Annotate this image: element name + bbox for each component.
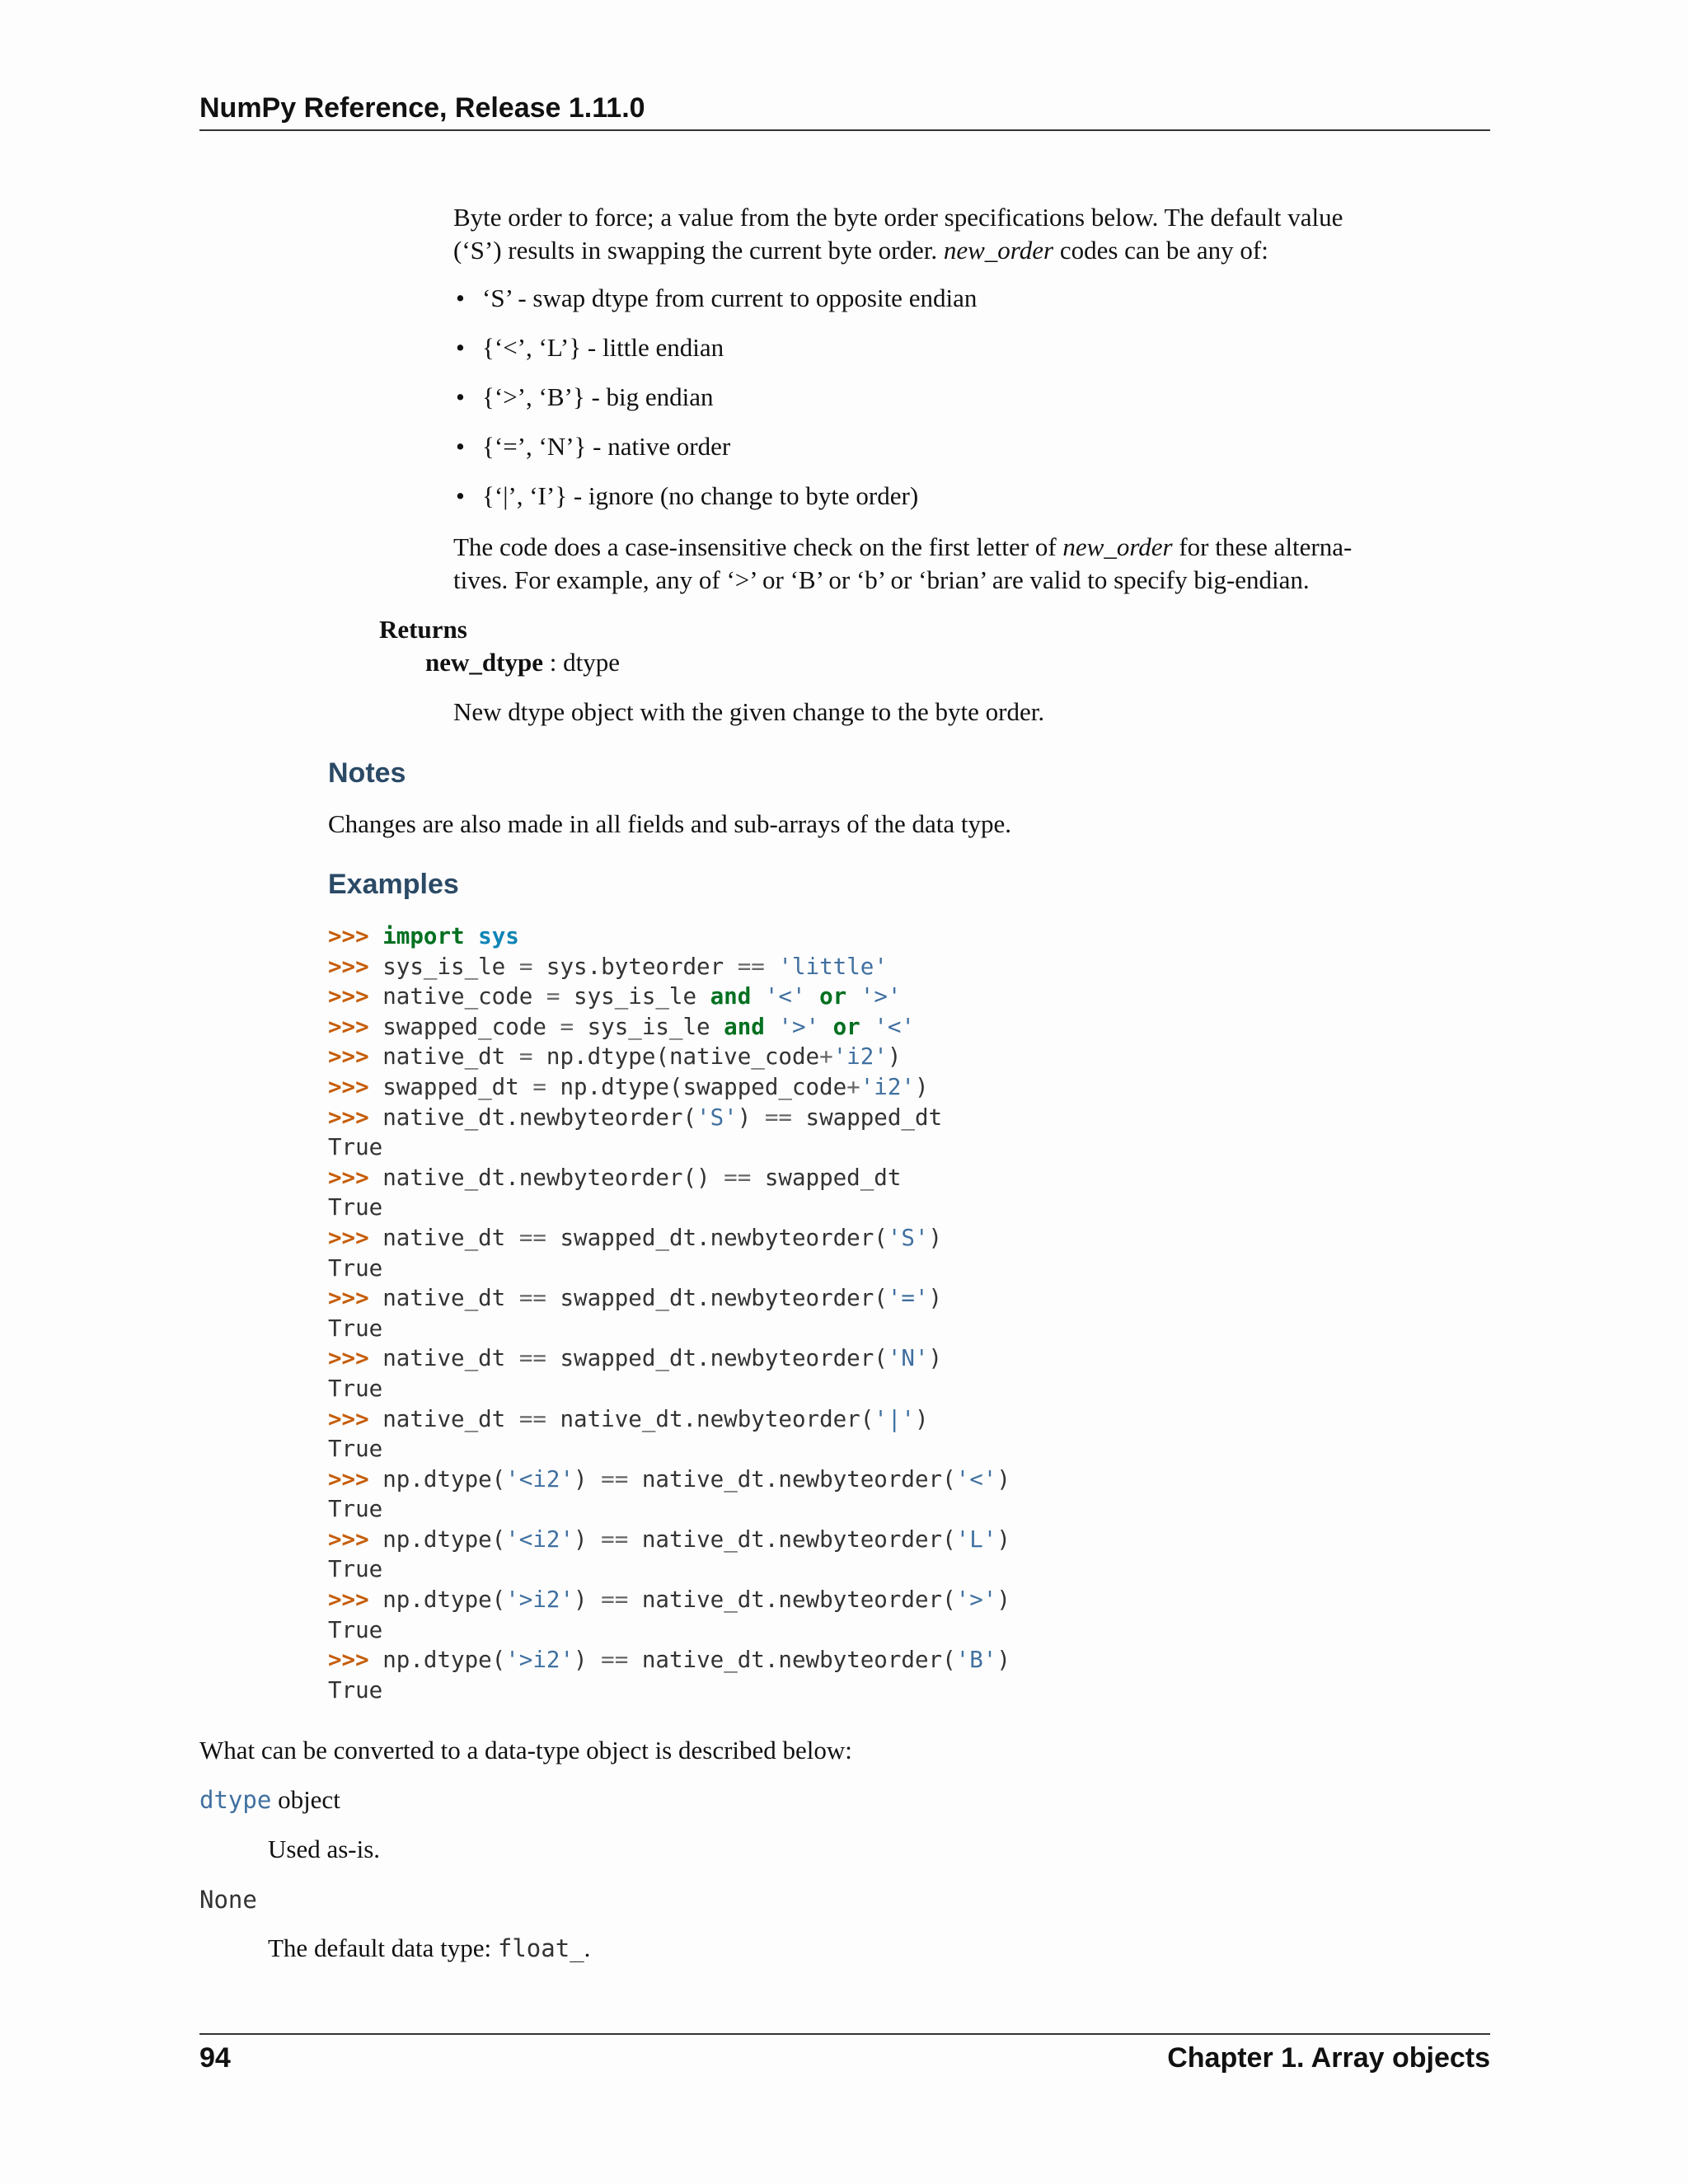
conversion-item-dtype-desc: Used as-is.: [268, 1835, 381, 1863]
code-output: True: [328, 1375, 383, 1402]
code-text: swapped_dt: [751, 1164, 902, 1191]
code-text: ): [928, 1285, 943, 1312]
code-text: ): [996, 1526, 1010, 1553]
code-text: np.dtype(native_code: [532, 1043, 820, 1071]
code-text: ): [574, 1586, 602, 1614]
param-desc-line2-text: (‘S’) results in swapping the current byte order.: [453, 236, 944, 265]
code-text: sys_is_le: [382, 953, 519, 980]
code-text: swapped_code: [382, 1013, 560, 1040]
code-string: '>i2': [505, 1586, 574, 1614]
code-operator: ==: [601, 1526, 629, 1553]
code-text: native_dt.newbyteorder(): [382, 1164, 724, 1191]
code-text: ): [914, 1405, 929, 1432]
code-string: 'S': [887, 1224, 929, 1251]
code-text: native_code: [382, 983, 546, 1010]
code-prompt: >>>: [328, 1285, 369, 1312]
code-prompt: >>>: [328, 1164, 369, 1191]
list-item: • {‘<’, ‘L’} - little endian: [456, 331, 977, 381]
code-string: '|': [874, 1405, 915, 1432]
case-note-line2: tives. For example, any of ‘>’ or ‘B’ or ‘b’ or ‘brian’ are valid to specify big-endian.: [453, 565, 1310, 594]
code-string: '>i2': [505, 1647, 574, 1674]
code-prompt: >>>: [328, 1586, 369, 1614]
running-header-title: NumPy Reference, Release 1.11.0: [199, 92, 645, 124]
code-line: [328, 952, 1010, 982]
code-string: 'L': [955, 1526, 997, 1553]
code-line: [328, 1525, 1010, 1555]
code-operator: ==: [601, 1465, 629, 1493]
code-string: 'little': [778, 953, 888, 980]
code-line: [328, 1103, 1010, 1133]
code-prompt: >>>: [328, 1526, 369, 1553]
code-text: native_dt.newbyteorder(: [628, 1526, 956, 1553]
code-prompt: >>>: [328, 1465, 369, 1493]
code-text: native_dt.newbyteorder(: [382, 1104, 697, 1131]
code-text: swapped_dt.newbyteorder(: [546, 1224, 888, 1251]
return-separator: :: [542, 648, 564, 677]
case-note-line1: [453, 531, 1352, 564]
code-operator: =: [532, 1073, 546, 1100]
case-note-text: The code does a case-insensitive check on the first letter of: [453, 532, 1063, 561]
code-prompt: >>>: [328, 923, 369, 949]
code-text: ): [574, 1526, 602, 1553]
conversion-intro: What can be converted to a data-type object is described below:: [199, 1736, 852, 1765]
list-item: • {‘>’, ‘B’} - big endian: [456, 381, 977, 430]
code-string: 'S': [696, 1104, 738, 1131]
code-operator: ==: [601, 1586, 629, 1614]
code-line: [328, 1585, 1010, 1615]
code-prompt: >>>: [328, 1013, 369, 1040]
code-string: '<': [955, 1465, 997, 1493]
param-desc-line2-tail: codes can be any of:: [1053, 236, 1268, 265]
code-output: True: [328, 1254, 383, 1282]
returns-signature: [425, 646, 620, 679]
code-operator: ==: [764, 1104, 792, 1131]
code-string: '<i2': [505, 1465, 574, 1493]
return-type: dtype: [563, 648, 620, 677]
code-keyword: import: [382, 923, 465, 949]
code-string: 'i2': [860, 1073, 915, 1100]
code-text: ): [996, 1586, 1010, 1614]
list-item: • {‘|’, ‘I’} - ignore (no change to byte order): [456, 480, 977, 529]
code-line: [328, 1012, 1010, 1043]
code-operator: +: [819, 1043, 833, 1071]
code-text: native_dt.newbyteorder(: [628, 1647, 956, 1674]
code-text: ): [887, 1043, 902, 1071]
code-string: '<': [874, 1013, 915, 1040]
code-text: ): [996, 1647, 1010, 1674]
code-line: [328, 1465, 1010, 1495]
code-line: [328, 1163, 1010, 1193]
code-text: native_dt.newbyteorder(: [628, 1586, 956, 1614]
chapter-title: Chapter 1. Array objects: [1167, 2042, 1490, 2074]
code-operator: =: [518, 1043, 533, 1071]
code-operator: ==: [518, 1405, 546, 1432]
code-keyword: or: [819, 983, 847, 1010]
code-operator: =: [518, 953, 533, 980]
code-text: sys.byteorder: [532, 953, 738, 980]
code-string: '>': [778, 1013, 820, 1040]
byte-order-list: [456, 282, 977, 529]
code-prompt: >>>: [328, 1224, 369, 1251]
returns-description: New dtype object with the given change to the byte order.: [453, 697, 1045, 726]
code-keyword: and: [710, 983, 752, 1010]
code-text: ): [914, 1073, 929, 1100]
code-text: swapped_dt: [382, 1073, 533, 1100]
code-text: ): [928, 1224, 943, 1251]
code-text: swapped_dt: [791, 1104, 943, 1131]
code-string: 'i2': [832, 1043, 888, 1071]
code-output: True: [328, 1556, 383, 1583]
float-type-code: float_: [497, 1934, 584, 1962]
code-prompt: >>>: [328, 1647, 369, 1674]
examples-code-block: [328, 921, 1010, 1705]
conversion-item-none: None: [199, 1886, 257, 1914]
code-text: native_dt.newbyteorder(: [628, 1465, 956, 1493]
code-prompt: >>>: [328, 1405, 369, 1432]
conversion-desc-text: The default data type:: [268, 1933, 498, 1962]
code-text: np.dtype(: [382, 1526, 506, 1553]
code-text: native_dt.newbyteorder(: [546, 1405, 874, 1432]
code-prompt: >>>: [328, 1073, 369, 1100]
page-number: 94: [199, 2042, 231, 2074]
dtype-link[interactable]: dtype: [199, 1786, 272, 1814]
code-line: [328, 1283, 1010, 1314]
code-keyword: and: [724, 1013, 765, 1040]
code-line: [328, 921, 1010, 952]
code-line: [328, 1343, 1010, 1374]
code-prompt: >>>: [328, 1043, 369, 1071]
code-text: sys_is_le: [560, 983, 710, 1010]
code-text: ): [996, 1465, 1010, 1493]
code-string: '<i2': [505, 1526, 574, 1553]
code-prompt: >>>: [328, 1104, 369, 1131]
code-output: True: [328, 1436, 383, 1463]
code-operator: ==: [601, 1647, 629, 1674]
param-name-emphasis: new_order: [1062, 532, 1173, 561]
conversion-item-none-desc: [268, 1932, 590, 1965]
conversion-item-text: object: [271, 1785, 340, 1814]
code-keyword: or: [832, 1013, 860, 1040]
code-line: [328, 1072, 1010, 1103]
code-line: [328, 1223, 1010, 1254]
code-text: native_dt: [382, 1345, 519, 1372]
code-operator: ==: [518, 1285, 546, 1312]
param-desc-line1: Byte order to force; a value from the byte order specifications below. The default value: [453, 203, 1343, 232]
notes-text: Changes are also made in all fields and sub-arrays of the data type.: [328, 809, 1011, 838]
code-prompt: >>>: [328, 1345, 369, 1372]
code-text: np.dtype(: [382, 1465, 506, 1493]
code-text: ): [928, 1345, 943, 1372]
code-operator: =: [546, 983, 560, 1010]
code-text: ): [574, 1647, 602, 1674]
code-output: True: [328, 1134, 383, 1161]
conversion-desc-period: .: [584, 1933, 591, 1962]
code-prompt: >>>: [328, 953, 369, 980]
conversion-item-dtype: [199, 1783, 340, 1816]
code-string: 'N': [887, 1345, 929, 1372]
code-prompt: >>>: [328, 983, 369, 1010]
code-text: np.dtype(: [382, 1586, 506, 1614]
list-item: • ‘S’ - swap dtype from current to opposite endian: [456, 282, 977, 331]
list-item: • {‘=’, ‘N’} - native order: [456, 430, 977, 480]
code-line: [328, 982, 1010, 1012]
code-output: True: [328, 1676, 383, 1704]
code-operator: ==: [518, 1345, 546, 1372]
code-output: True: [328, 1315, 383, 1342]
code-operator: ==: [737, 953, 765, 980]
code-string: '>': [955, 1586, 997, 1614]
code-string: '<': [764, 983, 806, 1010]
code-string: 'B': [955, 1647, 997, 1674]
code-text: native_dt: [382, 1405, 519, 1432]
code-text: np.dtype(swapped_code: [546, 1073, 847, 1100]
code-text: ): [574, 1465, 602, 1493]
code-text: np.dtype(: [382, 1647, 506, 1674]
code-string: '>': [860, 983, 902, 1010]
code-module: sys: [478, 923, 519, 949]
code-line: [328, 1404, 1010, 1435]
case-note-tail: for these alterna-: [1172, 532, 1353, 561]
code-text: native_dt: [382, 1224, 519, 1251]
footer-rule: [199, 2033, 1490, 2035]
code-text: native_dt: [382, 1285, 519, 1312]
param-desc-line2: [453, 234, 1268, 267]
return-name: new_dtype: [425, 648, 543, 677]
code-operator: =: [560, 1013, 574, 1040]
examples-heading: Examples: [328, 869, 459, 900]
code-operator: ==: [724, 1164, 752, 1191]
code-text: ): [737, 1104, 765, 1131]
code-output: True: [328, 1194, 383, 1221]
code-output: True: [328, 1616, 383, 1643]
param-name-emphasis: new_order: [943, 236, 1054, 265]
header-rule: [199, 129, 1490, 131]
code-operator: ==: [518, 1224, 546, 1251]
code-line: [328, 1042, 1010, 1072]
notes-heading: Notes: [328, 757, 406, 789]
code-text: swapped_dt.newbyteorder(: [546, 1285, 888, 1312]
code-output: True: [328, 1496, 383, 1523]
code-text: sys_is_le: [574, 1013, 724, 1040]
returns-heading: Returns: [379, 615, 467, 644]
code-operator: +: [846, 1073, 860, 1100]
code-string: '=': [887, 1285, 929, 1312]
code-text: native_dt: [382, 1043, 519, 1071]
code-line: [328, 1645, 1010, 1675]
code-text: swapped_dt.newbyteorder(: [546, 1345, 888, 1372]
